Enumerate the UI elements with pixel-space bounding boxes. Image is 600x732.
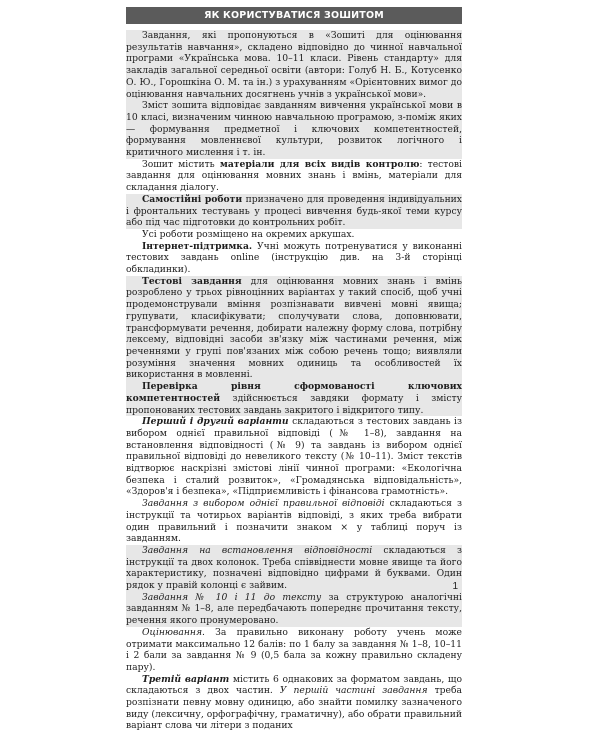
- paragraph-intro: Завдання, які пропонуються в «Зошиті для оцінювання результатів навчання», складено відповідно до чинної навчальної програми «Українська мова. 10–11 класи. Рівень стандарту» для закладів загальної середньої освіти (автори: Голуб Н. Б., Котусенко О. Ю., Горошкіна О. М. та ін.) з урахуванням «Орієнтовних вимог до оцінювання навчальних досягнень учнів з української мови».: [126, 30, 462, 100]
- paragraph-test-tasks: [126, 276, 462, 381]
- text-run: за структурою аналогічні завданням № 1–8, але передбачають попереднє прочитання тексту, речення якого пронумеровано.: [126, 591, 462, 627]
- paragraph-control-materials: [126, 159, 462, 194]
- paragraph-competencies: [126, 381, 462, 416]
- italic-term: У першій частині завдання: [279, 685, 428, 697]
- bold-italic-term: Третій варіант: [142, 673, 230, 685]
- bold-term: Інтернет-підтримка.: [142, 240, 253, 252]
- page-number: 1: [452, 581, 458, 592]
- text-run: призначено для проведення індивідуальних і фронтальних тестувань у процесі вивчення будь-якої теми курсу або під час підготовки до контрольних робіт.: [126, 193, 462, 229]
- paragraph-variants-1-2: [126, 416, 462, 498]
- text-run: Зошит містить: [142, 158, 220, 170]
- text-run: для оцінювання мовних знань і вмінь розроблено у трьох рівноцінних варіантах у такий спосіб, щоб учні продемонстрували вміння розпізнавати вивчені мовні явища; групувати, класифікувати; сполучувати слова, доповнювати, трансформувати речення, добирати належну форму слова, потрібну лексему, відповідні засоби зв'язку між частинами речення, між реченнями у групі пов'язаних між собою речень тощо; виявляли розуміння значення мовних одиниць та особливостей їх використання в мовленні.: [126, 275, 463, 381]
- text-run: За правильно виконану роботу учень може отримати максимально 12 балів: по 1 балу за завдання № 1–8, 10–11 і 2 бали за завдання № 9 (0,5 бала за кожну правильно складену пару).: [126, 626, 462, 673]
- text-run: : тестові завдання для оцінювання мовних знань і вмінь, матеріали для складання діалогу.: [126, 158, 462, 194]
- paragraph-grading: [126, 627, 462, 674]
- italic-term: Завдання № 10 і 11 до тексту: [142, 591, 322, 603]
- paragraph-internet-support: [126, 241, 462, 276]
- section-title: ЯК КОРИСТУВАТИСЯ ЗОШИТОМ: [126, 7, 462, 24]
- text-run: треба розпізнати певну мовну одиницю, або знайти помилку зазначеного виду (лексичну, орфографічну, граматичну), або обрати правильний варіант слова чи літери з поданих: [126, 685, 462, 732]
- text-run: складаються з інструкції та двох колонок. Треба співвіднести мовне явище та його характеристику, позначені відповідно цифрами й буквами. Один рядок у правій колонці є зайвим.: [126, 544, 462, 592]
- paragraph-matching: [126, 545, 462, 592]
- paragraph-independent-work: [126, 194, 462, 229]
- bold-term: матеріали для всіх видів контролю: [219, 158, 420, 170]
- text-run: складаються з інструкції та чотирьох варіантів відповіді, з яких треба вибрати один правильний і позначити знаком × у таблиці поруч із завданням.: [126, 498, 463, 545]
- text-run: складаються з тестових завдань із вибором однієї правильної відповіді (№ 1–8), завдання на встановлення відповідності (№ 9) та завдань із вибором однієї правильної відповіді до невеликого тексту (№ 10–11). Зміст текстів відтворює наскрізні змістові лінії чинної програми: «Екологічна безпека і сталий розвиток», «Громадянська відповідальність», «Здоров'я і безпека», «Підприємливість і фінансова грамотність».: [126, 416, 462, 498]
- bold-term: Самостійні роботи: [142, 193, 243, 205]
- paragraph-content: Зміст зошита відповідає завданням вивчення української мови в 10 класі, визначеним чинною навчальною програмою, з-поміж яких — формування предметної і ключових компетентностей, формування мовленнєвої культури, розвиток логічного і критичного мислення і т. ін.: [126, 100, 462, 159]
- text-run: містить 6 однакових за форматом завдань, що складаються з двох частин.: [126, 673, 462, 697]
- bold-term: Перевірка рівня сформованості ключових компетентностей: [126, 381, 462, 404]
- paragraph-sheets: Усі роботи розміщено на окремих аркушах.: [142, 228, 355, 240]
- paragraph-text-tasks: [126, 592, 462, 627]
- paragraph-variant-3: [126, 674, 462, 732]
- text-run: здійснюється завдяки формату і змісту пропонованих тестових завдань закритого і відкритого типу.: [126, 392, 462, 416]
- bold-italic-term: Перший і другий варіанти: [142, 416, 289, 428]
- bold-term: Тестові завдання: [142, 275, 242, 287]
- document-body: [126, 30, 462, 732]
- paragraph-single-choice: [126, 498, 462, 545]
- text-run: Учні можуть потренуватися у виконанні тестових завдань online (інструкцію див. на 3-й сторінці обкладинки).: [126, 240, 462, 276]
- italic-term: Завдання на встановлення відповідності: [142, 544, 373, 556]
- italic-term: Завдання з вибором однієї правильної відповіді: [142, 498, 385, 510]
- italic-term: Оцінювання.: [142, 626, 205, 638]
